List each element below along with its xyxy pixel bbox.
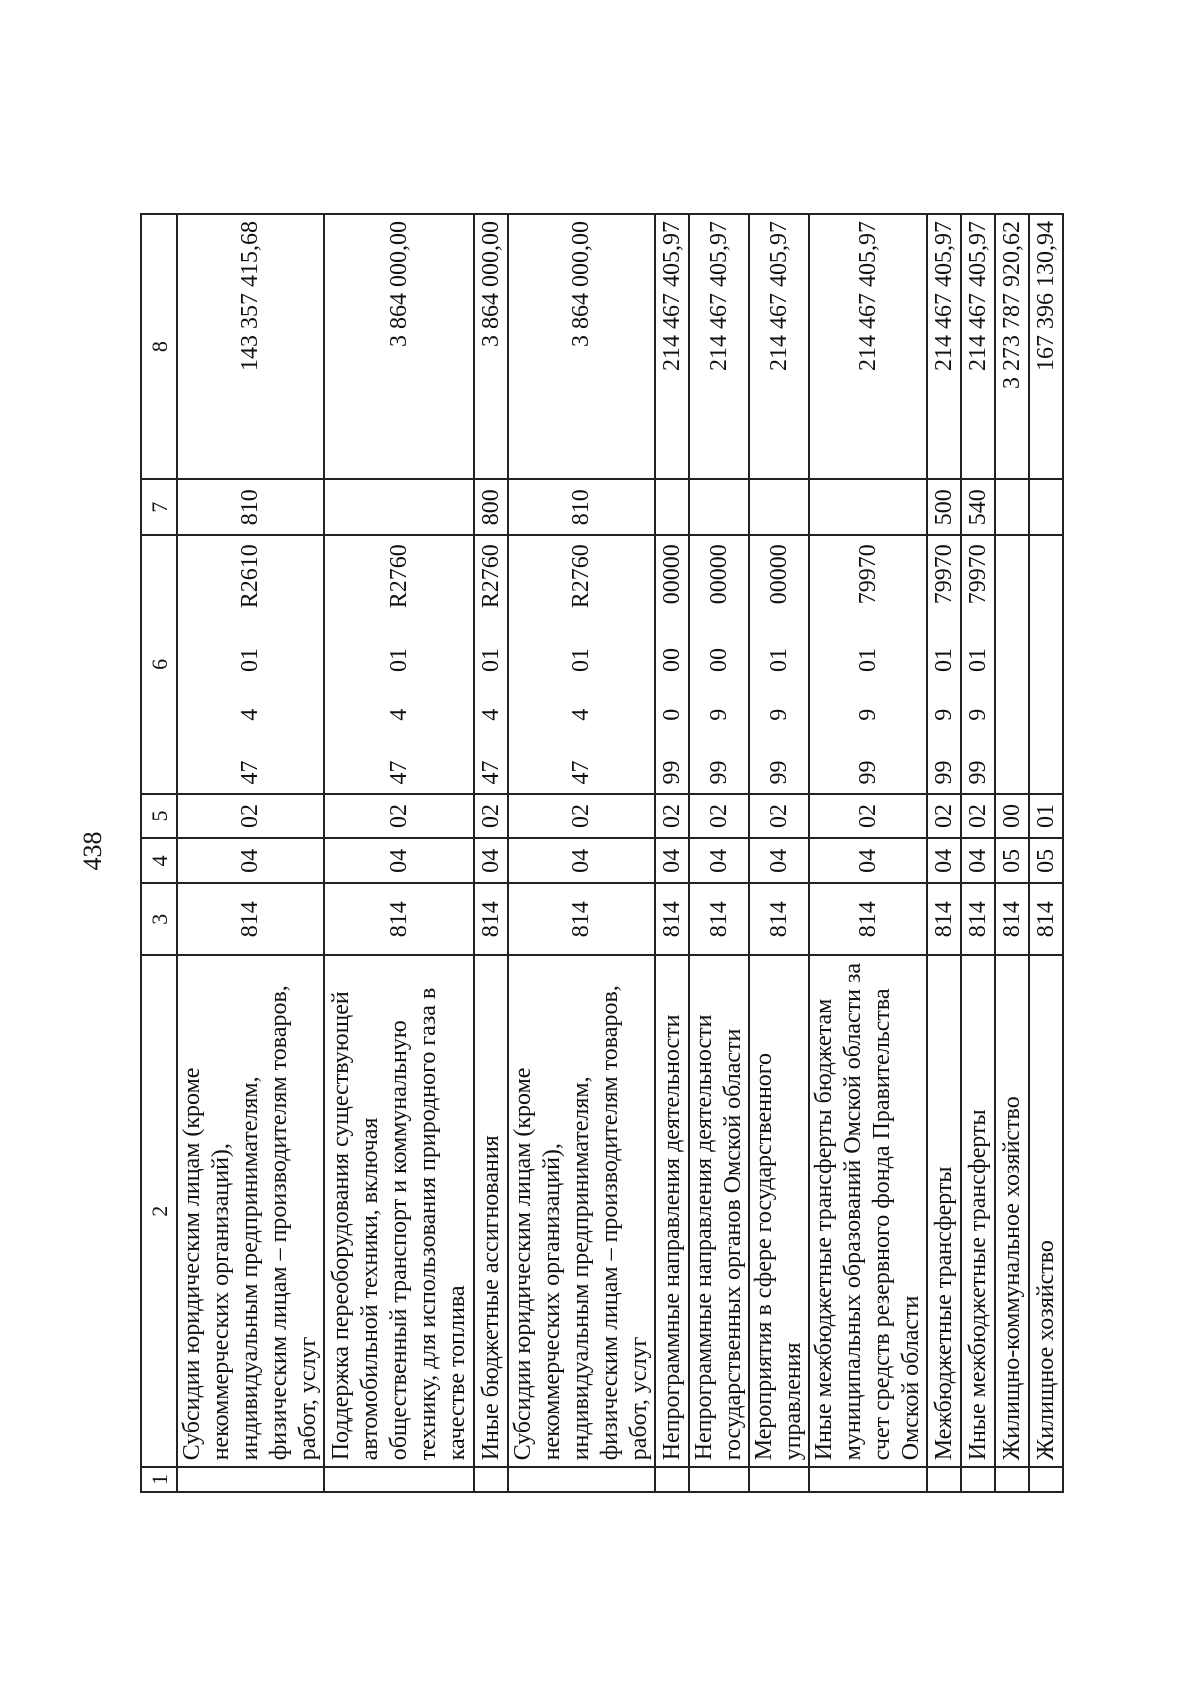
subprogram-code: 0 xyxy=(658,708,685,721)
target-article-cell xyxy=(809,535,927,793)
activity-code: 01 xyxy=(930,648,957,673)
table-row xyxy=(995,214,1029,1492)
amount-cell: 214 467 405,97 xyxy=(749,214,809,479)
section-code-cell: 04 xyxy=(474,838,508,883)
row-number-cell xyxy=(809,1467,927,1492)
subsection-code-cell: 02 xyxy=(177,794,324,839)
table-row xyxy=(689,214,749,1492)
expense-name-cell: Иные бюджетные ассигнования xyxy=(474,955,508,1467)
subsection-code-cell: 02 xyxy=(689,794,749,839)
table-row xyxy=(655,214,689,1492)
subprogram-code: 9 xyxy=(705,708,732,721)
expense-type-cell: 540 xyxy=(961,479,995,535)
table-row xyxy=(177,214,324,1492)
expense-type-cell: 500 xyxy=(927,479,961,535)
ministry-code-cell: 814 xyxy=(474,883,508,955)
activity-code: 01 xyxy=(477,648,504,673)
section-code-cell: 04 xyxy=(927,838,961,883)
amount-cell: 167 396 130,94 xyxy=(1029,214,1063,479)
budget-table xyxy=(140,213,1064,1493)
table-row xyxy=(809,214,927,1492)
amount-cell: 214 467 405,97 xyxy=(927,214,961,479)
amount-cell: 214 467 405,97 xyxy=(689,214,749,479)
section-code-cell: 04 xyxy=(961,838,995,883)
subsection-code-cell: 02 xyxy=(961,794,995,839)
direction-code: 00000 xyxy=(705,544,732,605)
target-article-cell xyxy=(474,535,508,793)
amount-cell: 214 467 405,97 xyxy=(961,214,995,479)
table-row xyxy=(749,214,809,1492)
program-code: 99 xyxy=(705,760,732,785)
expense-type-cell xyxy=(1029,479,1063,535)
activity-code: 01 xyxy=(854,648,881,673)
program-code: 47 xyxy=(568,760,594,785)
expense-type-cell xyxy=(324,479,474,535)
target-article-cell xyxy=(508,535,655,793)
program-code: 99 xyxy=(658,760,685,785)
table-row xyxy=(474,214,508,1492)
target-article-cell xyxy=(995,535,1029,793)
target-article-cell xyxy=(324,535,474,793)
row-number-cell xyxy=(1029,1467,1063,1492)
ministry-code-cell: 814 xyxy=(324,883,474,955)
target-article-cell xyxy=(689,535,749,793)
target-article-cell xyxy=(927,535,961,793)
amount-cell: 143 357 415,68 xyxy=(177,214,324,479)
subprogram-code: 4 xyxy=(568,708,594,721)
expense-name-cell: Непрограммные направления деятельности xyxy=(655,955,689,1467)
program-code: 99 xyxy=(964,760,991,785)
direction-code: 79970 xyxy=(854,544,881,605)
direction-code: R2760 xyxy=(385,544,412,609)
subsection-code-cell: 02 xyxy=(474,794,508,839)
expense-name-cell: Жилищно-коммунальное хозяйство xyxy=(995,955,1029,1467)
col-header: 5 xyxy=(141,794,177,839)
subsection-code-cell: 02 xyxy=(655,794,689,839)
subprogram-code: 9 xyxy=(930,708,957,721)
ministry-code-cell: 814 xyxy=(927,883,961,955)
row-number-cell xyxy=(689,1467,749,1492)
ministry-code-cell: 814 xyxy=(749,883,809,955)
expense-type-cell xyxy=(809,479,927,535)
program-code: 47 xyxy=(477,760,504,785)
header-row xyxy=(141,214,177,1492)
col-header: 2 xyxy=(141,955,177,1467)
amount-cell: 214 467 405,97 xyxy=(809,214,927,479)
program-code: 47 xyxy=(237,760,263,785)
activity-code: 01 xyxy=(237,648,263,673)
table-row xyxy=(324,214,474,1492)
expense-type-cell xyxy=(655,479,689,535)
target-article-cell xyxy=(1029,535,1063,793)
ministry-code-cell: 814 xyxy=(689,883,749,955)
table-row xyxy=(1029,214,1063,1492)
row-number-cell xyxy=(177,1467,324,1492)
expense-name-cell: Иные межбюджетные трансферты xyxy=(961,955,995,1467)
ministry-code-cell: 814 xyxy=(655,883,689,955)
section-code-cell: 04 xyxy=(324,838,474,883)
ministry-code-cell: 814 xyxy=(961,883,995,955)
subsection-code-cell: 02 xyxy=(927,794,961,839)
row-number-cell xyxy=(655,1467,689,1492)
row-number-cell xyxy=(927,1467,961,1492)
expense-type-cell: 810 xyxy=(508,479,655,535)
col-header: 7 xyxy=(141,479,177,535)
table-body xyxy=(177,214,1063,1492)
section-code-cell: 04 xyxy=(749,838,809,883)
subsection-code-cell: 01 xyxy=(1029,794,1063,839)
expense-name-cell: Мероприятия в сфере государственного управления xyxy=(749,955,809,1467)
expense-name-cell: Жилищное хозяйство xyxy=(1029,955,1063,1467)
activity-code: 00 xyxy=(658,648,685,673)
expense-name-cell: Межбюджетные трансферты xyxy=(927,955,961,1467)
expense-type-cell: 800 xyxy=(474,479,508,535)
activity-code: 01 xyxy=(568,648,594,673)
section-code-cell: 05 xyxy=(995,838,1029,883)
subsection-code-cell: 02 xyxy=(749,794,809,839)
direction-code: 79970 xyxy=(964,544,991,605)
subprogram-code: 9 xyxy=(964,708,991,721)
section-code-cell: 05 xyxy=(1029,838,1063,883)
amount-cell: 3 273 787 920,62 xyxy=(995,214,1029,479)
col-header: 1 xyxy=(141,1467,177,1492)
program-code: 99 xyxy=(854,760,881,785)
expense-type-cell xyxy=(689,479,749,535)
row-number-cell xyxy=(474,1467,508,1492)
subprogram-code: 4 xyxy=(477,708,504,721)
amount-cell: 214 467 405,97 xyxy=(655,214,689,479)
ministry-code-cell: 814 xyxy=(809,883,927,955)
row-number-cell xyxy=(995,1467,1029,1492)
target-article-cell xyxy=(655,535,689,793)
program-code: 99 xyxy=(765,760,792,785)
row-number-cell xyxy=(508,1467,655,1492)
direction-code: R2760 xyxy=(568,544,594,609)
expense-name-cell: Субсидии юридическим лицам (кроме некоммерческих организаций), индивидуальным предпринимателям, физическим лицам – производителям товаров, работ, услуг xyxy=(508,955,655,1467)
page-number: 438 xyxy=(78,831,107,871)
ministry-code-cell: 814 xyxy=(177,883,324,955)
activity-code: 01 xyxy=(964,648,991,673)
expense-type-cell: 810 xyxy=(177,479,324,535)
expense-name-cell: Иные межбюджетные трансферты бюджетам муниципальных образований Омской области за счет средств резервного фонда Правительства Омской области xyxy=(809,955,927,1467)
ministry-code-cell: 814 xyxy=(1029,883,1063,955)
activity-code: 01 xyxy=(385,648,412,673)
ministry-code-cell: 814 xyxy=(508,883,655,955)
ministry-code-cell: 814 xyxy=(995,883,1029,955)
table-row xyxy=(927,214,961,1492)
row-number-cell xyxy=(324,1467,474,1492)
direction-code: 79970 xyxy=(930,544,957,605)
row-number-cell xyxy=(749,1467,809,1492)
target-article-cell xyxy=(177,535,324,793)
col-header: 3 xyxy=(141,883,177,955)
subsection-code-cell: 02 xyxy=(324,794,474,839)
activity-code: 00 xyxy=(705,648,732,673)
col-header: 4 xyxy=(141,838,177,883)
subprogram-code: 9 xyxy=(854,708,881,721)
subsection-code-cell: 02 xyxy=(508,794,655,839)
amount-cell: 3 864 000,00 xyxy=(474,214,508,479)
col-header: 8 xyxy=(141,214,177,479)
section-code-cell: 04 xyxy=(177,838,324,883)
expense-name-cell: Субсидии юридическим лицам (кроме некоммерческих организаций), индивидуальным предпринимателям, физическим лицам – производителям товаров, работ, услуг xyxy=(177,955,324,1467)
section-code-cell: 04 xyxy=(689,838,749,883)
row-number-cell xyxy=(961,1467,995,1492)
expense-name-cell: Непрограммные направления деятельности государственных органов Омской области xyxy=(689,955,749,1467)
section-code-cell: 04 xyxy=(508,838,655,883)
table-row xyxy=(961,214,995,1492)
col-header: 6 xyxy=(141,535,177,793)
section-code-cell: 04 xyxy=(655,838,689,883)
activity-code: 01 xyxy=(765,648,792,673)
target-article-cell xyxy=(961,535,995,793)
direction-code: 00000 xyxy=(765,544,792,605)
target-article-cell xyxy=(749,535,809,793)
expense-type-cell xyxy=(749,479,809,535)
amount-cell: 3 864 000,00 xyxy=(324,214,474,479)
program-code: 47 xyxy=(385,760,412,785)
direction-code: 00000 xyxy=(658,544,685,605)
program-code: 99 xyxy=(930,760,957,785)
expense-type-cell xyxy=(995,479,1029,535)
section-code-cell: 04 xyxy=(809,838,927,883)
subsection-code-cell: 02 xyxy=(809,794,927,839)
expense-name-cell: Поддержка переоборудования существующей автомобильной техники, включая общественный транспорт и коммунальную технику, для использования природного газа в качестве топлива xyxy=(324,955,474,1467)
subprogram-code: 4 xyxy=(237,708,263,721)
direction-code: R2760 xyxy=(477,544,504,609)
table-row xyxy=(508,214,655,1492)
subprogram-code: 4 xyxy=(385,708,412,721)
direction-code: R2610 xyxy=(237,544,263,609)
subsection-code-cell: 00 xyxy=(995,794,1029,839)
subprogram-code: 9 xyxy=(765,708,792,721)
amount-cell: 3 864 000,00 xyxy=(508,214,655,479)
